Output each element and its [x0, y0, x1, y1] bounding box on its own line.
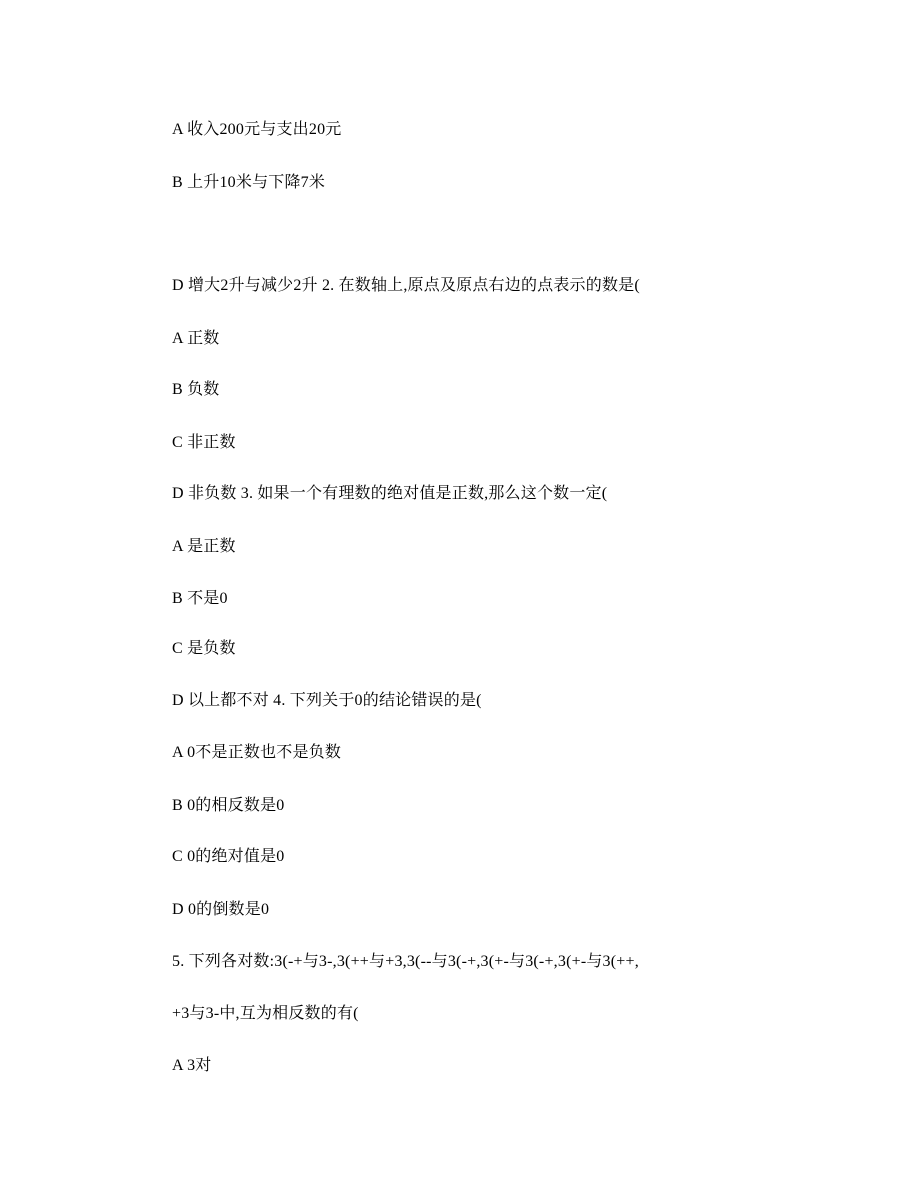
option-line-b-not-zero: B 不是0: [172, 590, 228, 607]
option-line-d-zero-reciprocal: D 0的倒数是0: [172, 901, 270, 918]
option-line-a-positive: A 正数: [172, 330, 220, 347]
option-line-b-negative: B 负数: [172, 381, 220, 398]
option-line-c-nonpositive: C 非正数: [172, 434, 236, 451]
option-line-a-three-pairs: A 3对: [172, 1057, 212, 1074]
option-line-d-question-4: D 以上都不对 4. 下列关于0的结论错误的是(: [172, 692, 482, 709]
question-5-line-1: 5. 下列各对数:3(-+与3-,3(++与+3,3(--与3(-+,3(+-与3(-+,3(+-与3(++,: [172, 953, 639, 970]
option-line-d-question-3: D 非负数 3. 如果一个有理数的绝对值是正数,那么这个数一定(: [172, 485, 608, 502]
option-line-b-rise: B 上升10米与下降7米: [172, 174, 326, 191]
option-line-a-is-positive: A 是正数: [172, 538, 236, 555]
option-line-d-question-2: D 增大2升与减少2升 2. 在数轴上,原点及原点右边的点表示的数是(: [172, 277, 640, 294]
option-line-a-income: A 收入200元与支出20元: [172, 121, 342, 138]
question-5-line-2: +3与3-中,互为相反数的有(: [172, 1005, 359, 1022]
option-line-c-zero-absolute: C 0的绝对值是0: [172, 848, 285, 865]
option-line-a-zero-neither: A 0不是正数也不是负数: [172, 744, 342, 761]
option-line-b-zero-opposite: B 0的相反数是0: [172, 797, 285, 814]
option-line-c-is-negative: C 是负数: [172, 640, 236, 657]
